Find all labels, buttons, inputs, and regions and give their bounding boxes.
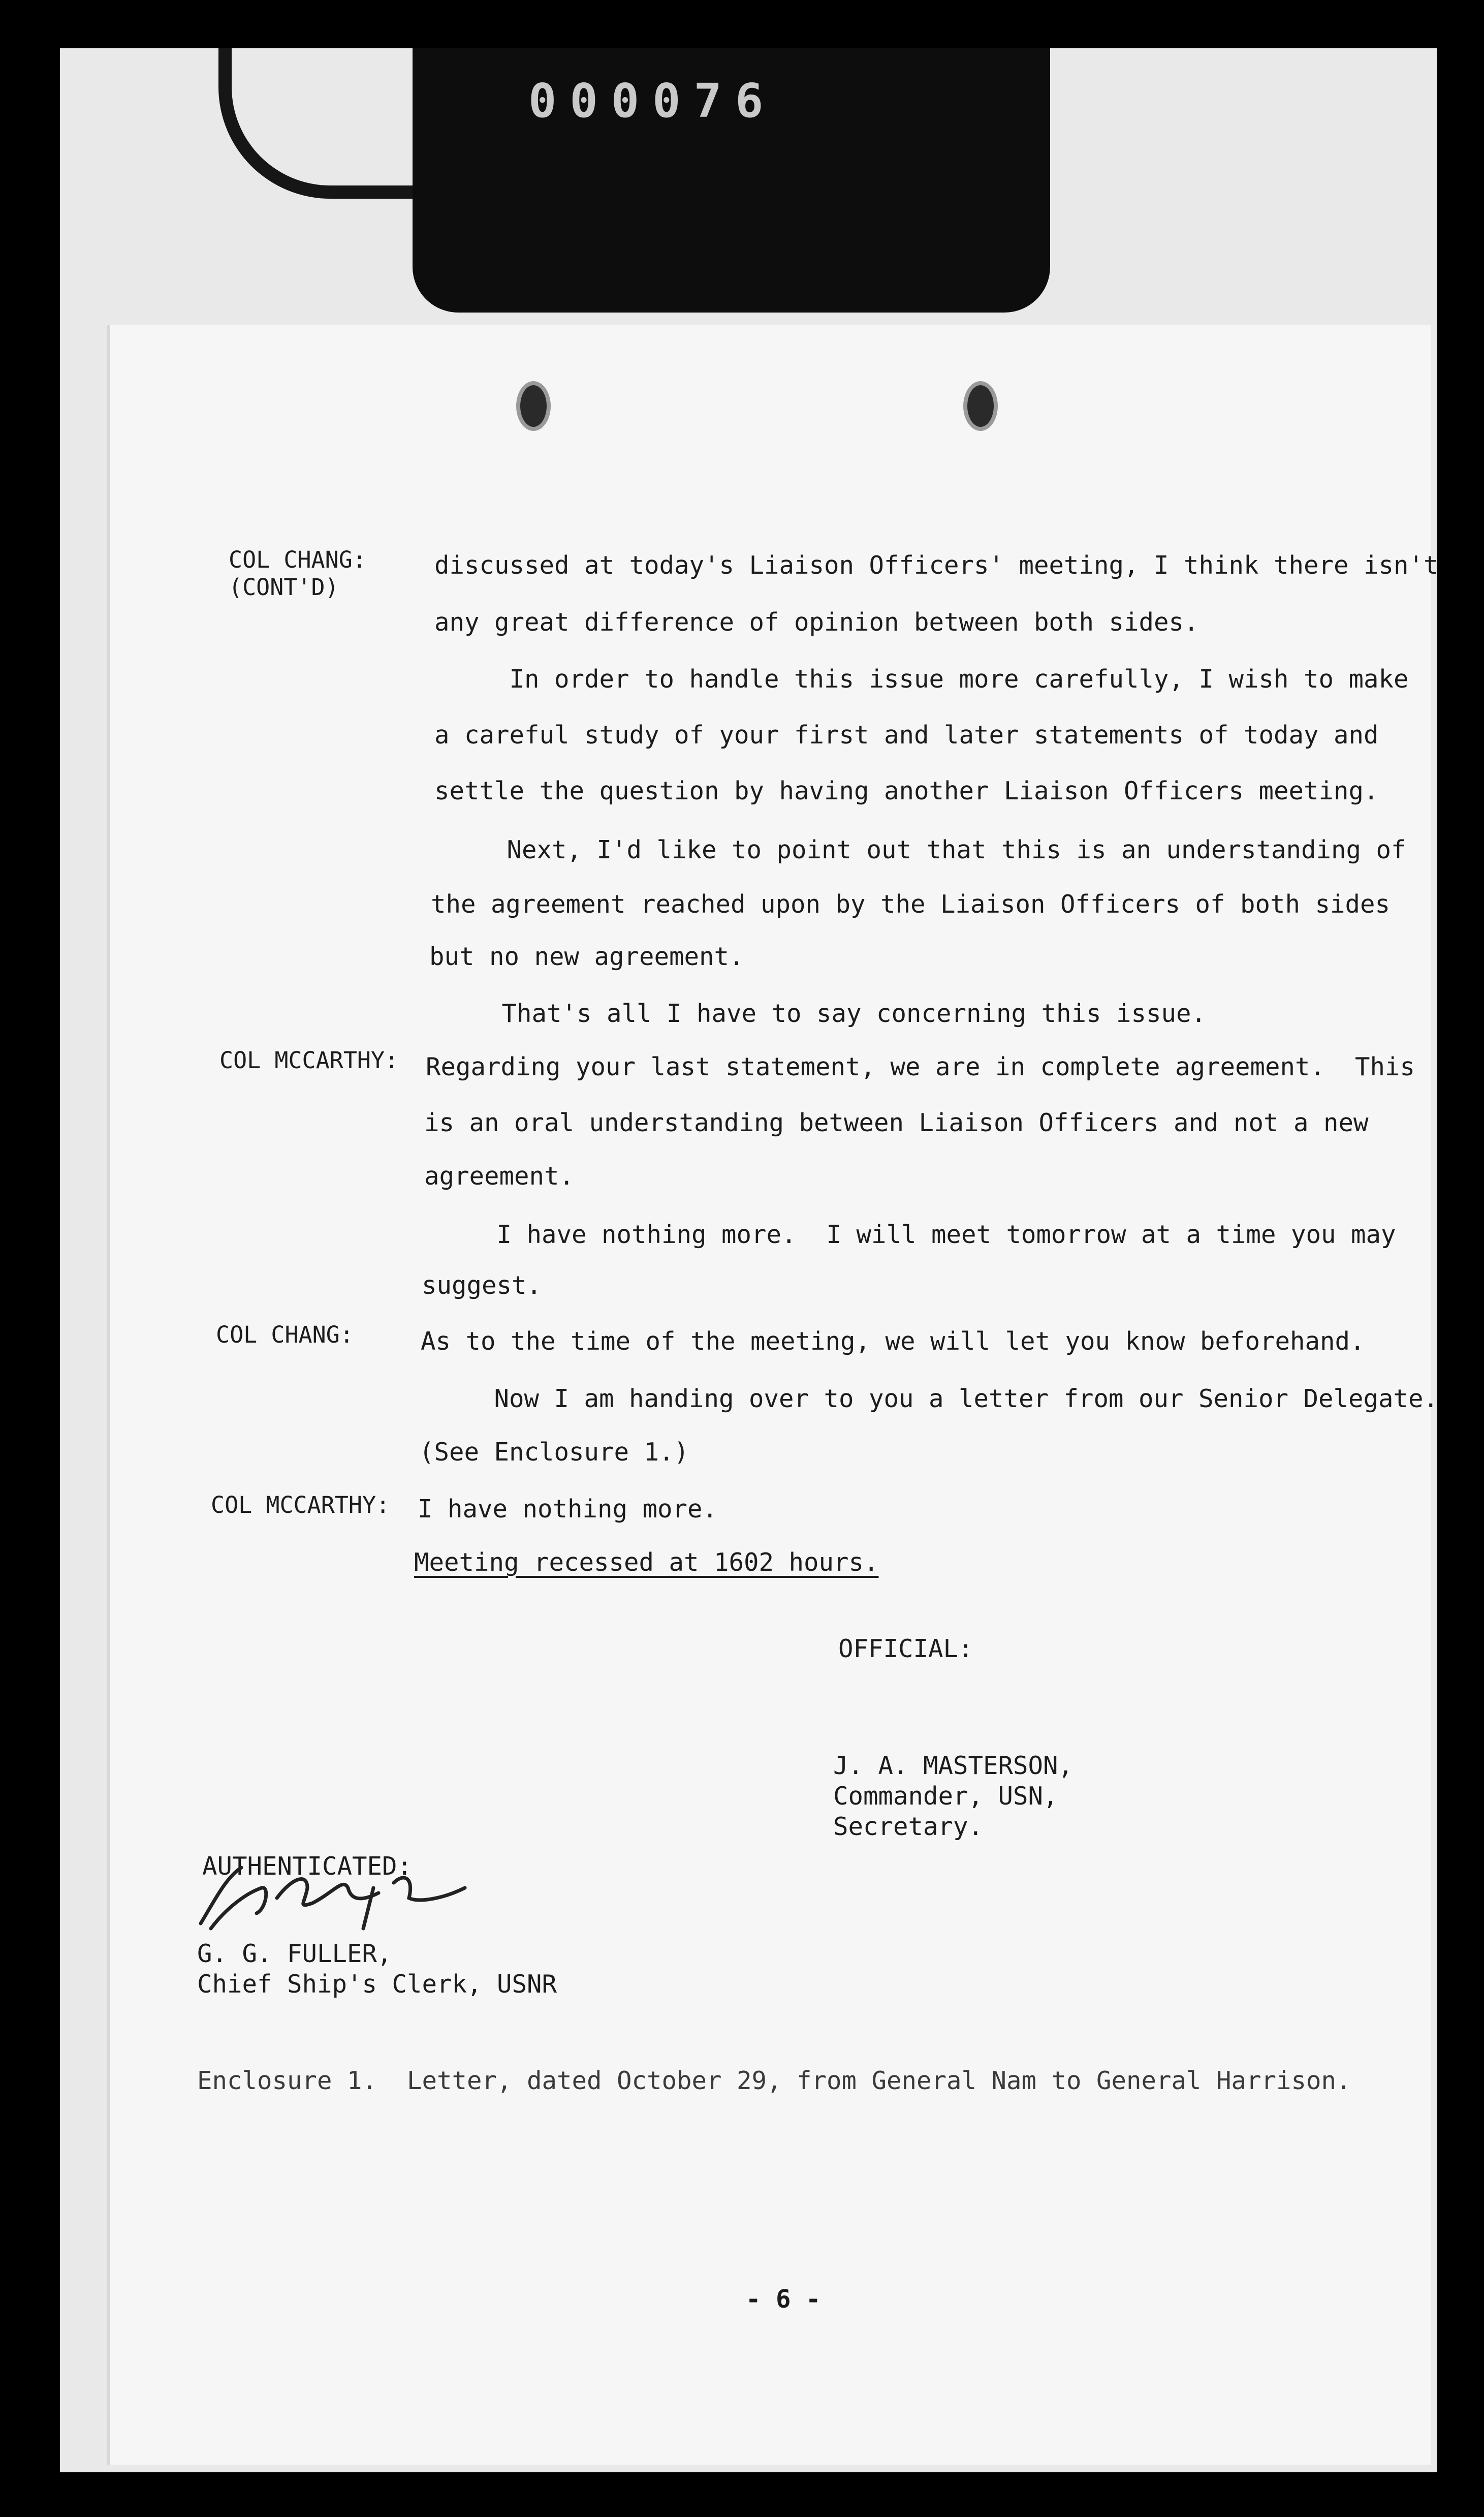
- speaker-label: COL CHANG:: [216, 1321, 354, 1348]
- authenticator-title: Chief Ship's Clerk, USNR: [197, 1970, 557, 1999]
- official-title: Secretary.: [833, 1812, 984, 1841]
- official-name: J. A. MASTERSON,: [833, 1751, 1073, 1780]
- transcript-line: I have nothing more. I will meet tomorrow at a time you may: [422, 1220, 1396, 1249]
- transcript-line: but no new agreement.: [429, 942, 744, 971]
- speaker-label: COL CHANG: (CONT'D): [229, 546, 366, 601]
- transcript-line: suggest.: [422, 1271, 542, 1300]
- transcript-line: Now I am handing over to you a letter from our Senior Delegate.: [419, 1384, 1439, 1413]
- speaker-label: COL MCCARTHY:: [211, 1491, 390, 1518]
- authenticated-label: AUTHENTICATED:: [202, 1852, 413, 1881]
- transcript-line: That's all I have to say concerning this issue.: [427, 999, 1207, 1028]
- transcript-line: In order to handle this issue more carefully, I wish to make: [434, 665, 1409, 694]
- enclosure-note: Enclosure 1. Letter, dated October 29, from General Nam to General Harrison.: [197, 2066, 1351, 2095]
- transcript-line: is an oral understanding between Liaison Officers and not a new: [424, 1108, 1369, 1137]
- transcript-line: (See Enclosure 1.): [419, 1438, 689, 1467]
- official-rank: Commander, USN,: [833, 1782, 1058, 1811]
- transcript-line: Next, I'd like to point out that this is an understanding of: [432, 835, 1406, 864]
- transcript-line: any great difference of opinion between both sides.: [434, 608, 1199, 637]
- transcript-line: I have nothing more.: [418, 1495, 718, 1524]
- transcript-line: a careful study of your first and later statements of today and: [434, 721, 1379, 750]
- transcript-line: agreement.: [424, 1162, 575, 1191]
- signature-icon: [180, 1857, 485, 1934]
- recess-statement: Meeting recessed at 1602 hours.: [414, 1548, 879, 1577]
- transcript-line: the agreement reached upon by the Liaison Officers of both sides: [431, 890, 1391, 919]
- transcript-line: discussed at today's Liaison Officers' meeting, I think there isn't: [434, 551, 1439, 580]
- speaker-label: COL MCCARTHY:: [219, 1047, 399, 1074]
- transcript-line: settle the question by having another Liaison Officers meeting.: [434, 776, 1379, 805]
- transcript-line: As to the time of the meeting, we will let you know beforehand.: [421, 1327, 1365, 1356]
- authenticator-name: G. G. FULLER,: [197, 1939, 392, 1968]
- page-number: - 6 -: [746, 2285, 821, 2314]
- punch-hole-icon: [516, 381, 551, 431]
- frame-number: 000076: [528, 74, 777, 128]
- transcript-line: Regarding your last statement, we are in complete agreement. This: [426, 1052, 1415, 1081]
- punch-hole-icon: [963, 381, 998, 431]
- official-label: OFFICIAL:: [838, 1634, 973, 1663]
